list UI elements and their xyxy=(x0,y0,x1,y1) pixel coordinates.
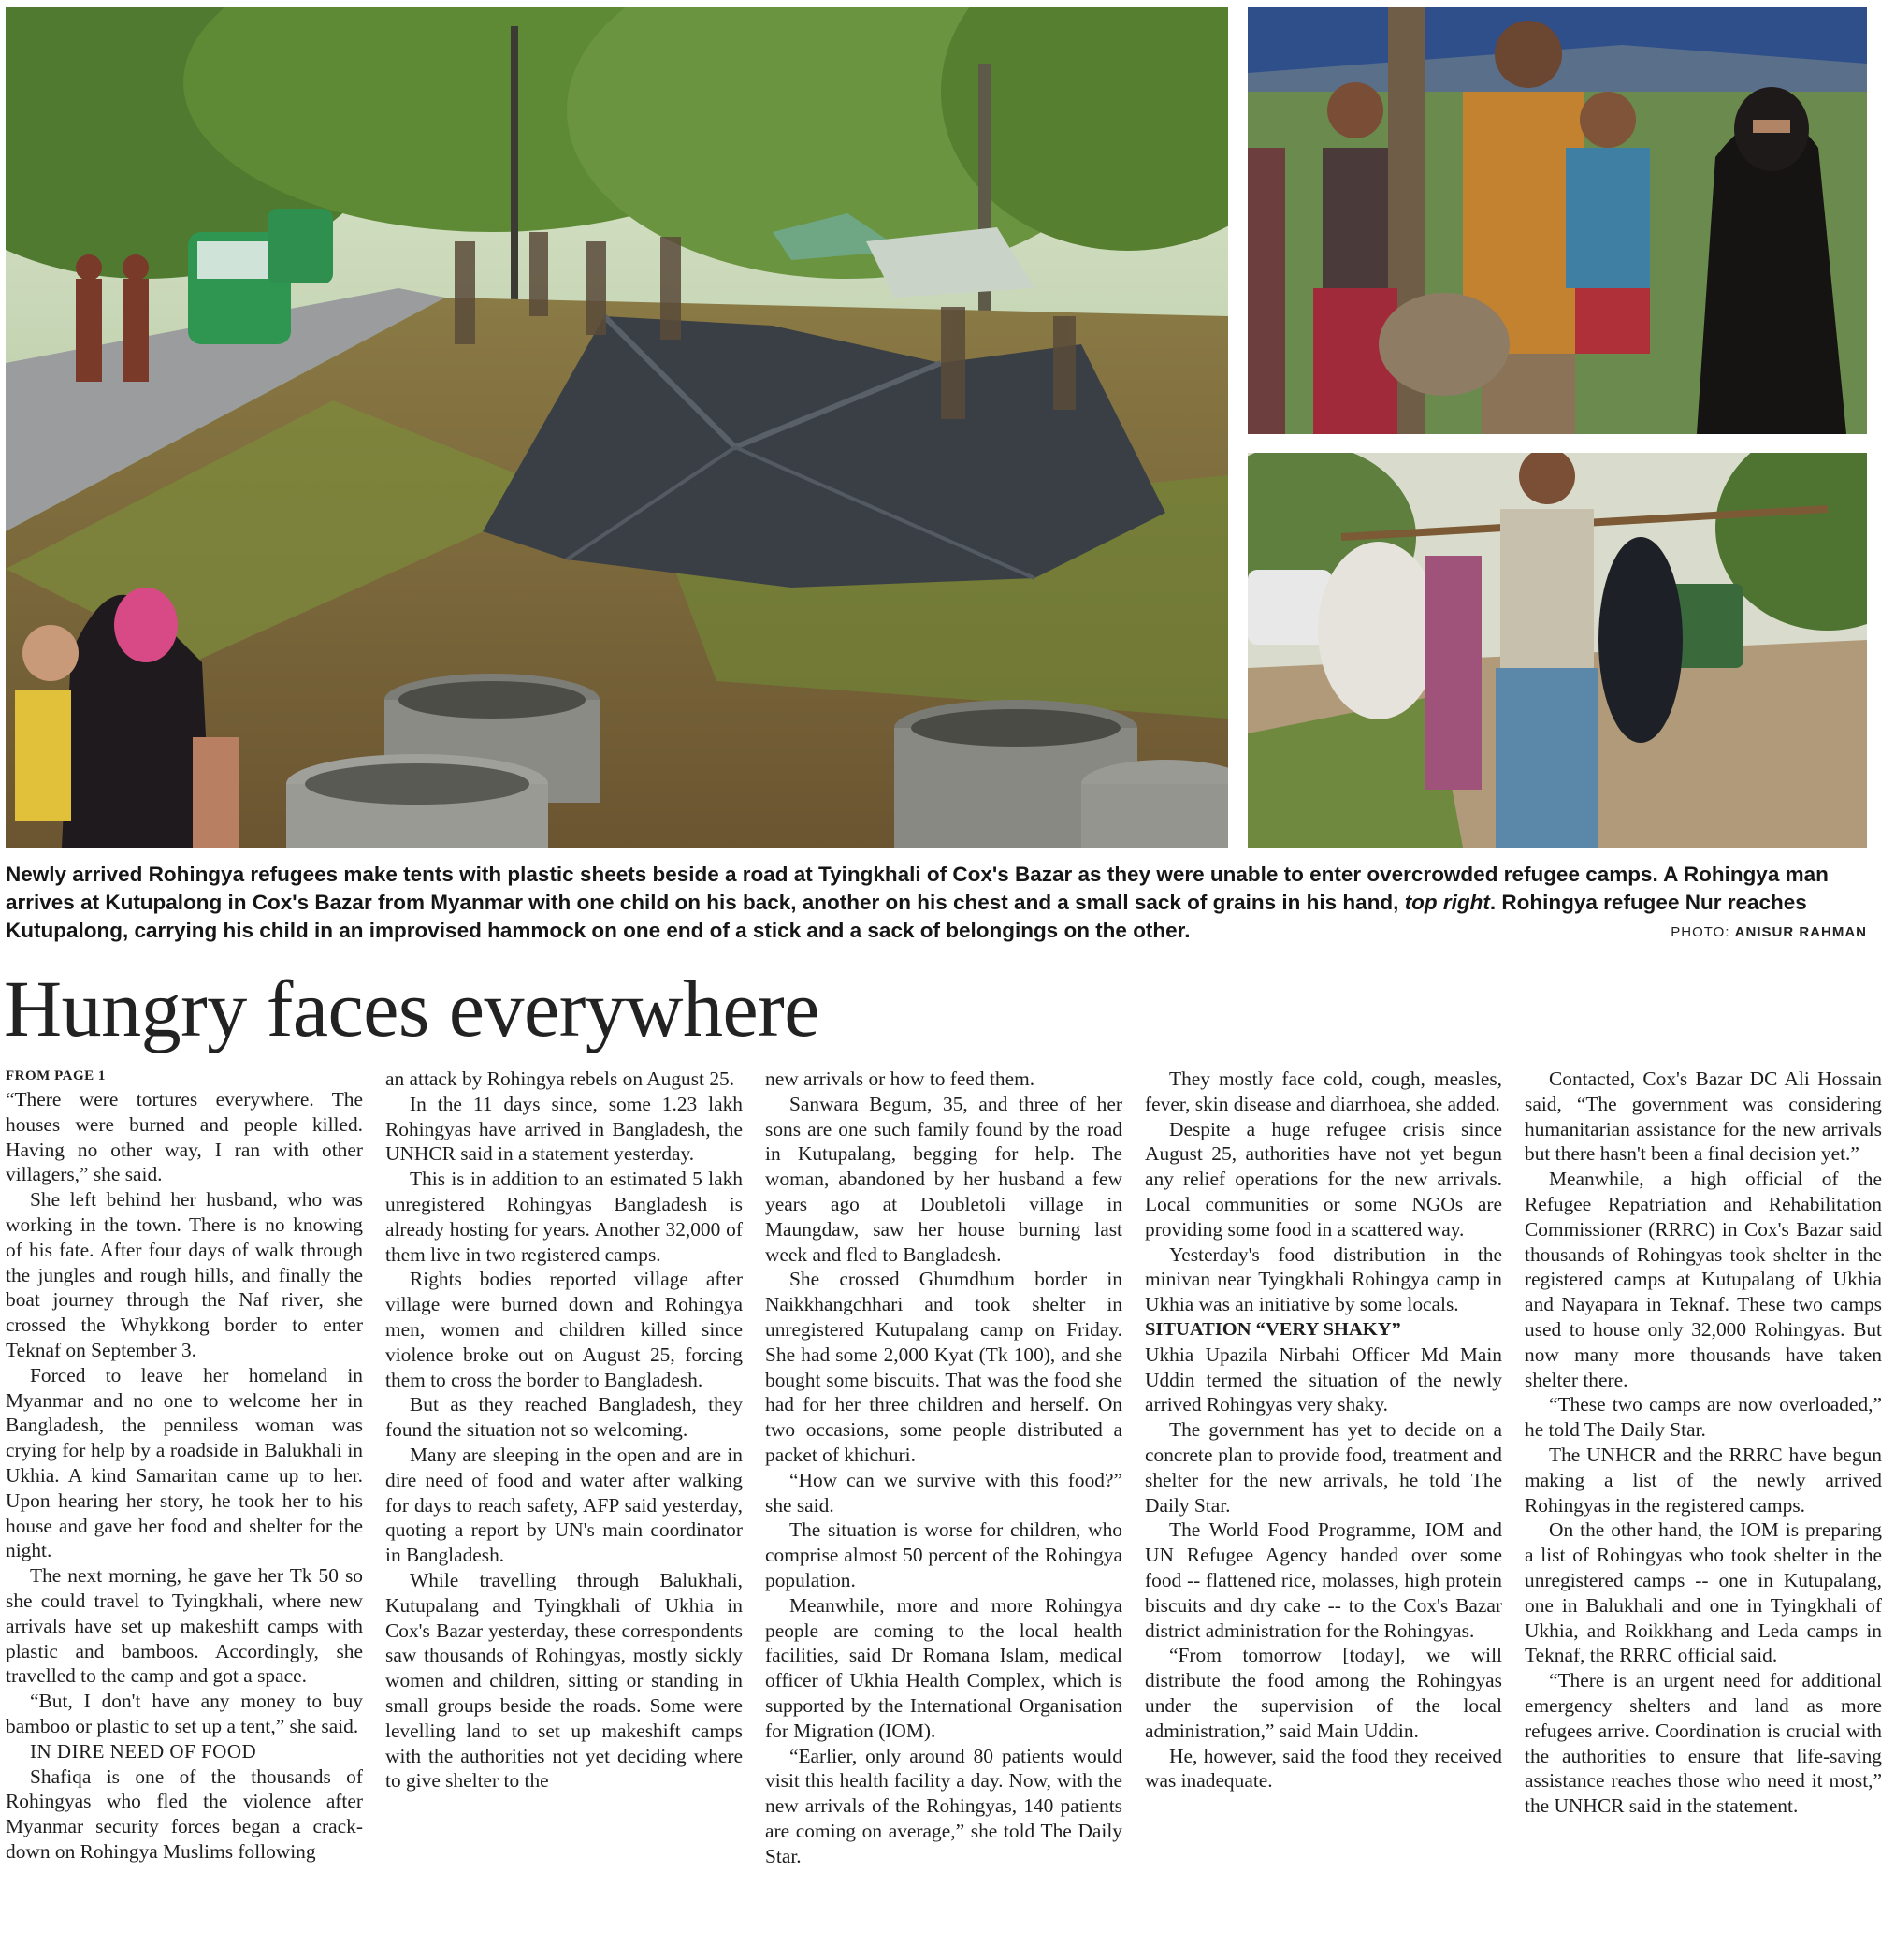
paragraph: She left behind her husband, who was working in the town. There is no knowing of his fate. After four days of walk through the jungles and rough hills, and finally the boat journey through the Naf river, she crossed the Whykkong border to enter Teknaf on September 3. xyxy=(6,1188,363,1361)
photo-refugee-tents-roadside xyxy=(6,7,1228,848)
paragraph: “There is an urgent need for additional emergency shelters and land as more refugees arrive. Coordination is crucial with the authorities to ensure that life-saving assistance reaches those who need it most,” the UNHCR said in the statement. xyxy=(1525,1669,1882,1818)
caption-text: Newly arrived Rohingya refugees make tents with plastic sheets beside a road at Tyingkhali of Cox's Bazar as they were unable to enter overcrowded refugee camps. A Rohingya man arrives at Kutupalong in Cox's Bazar from Myanmar with one child on his back, another on his chest and a small sack of grains in his hand, xyxy=(6,863,1829,914)
paragraph: “Earlier, only around 80 patients would visit this health facility a day. Now, with the new arrivals of the Rohingyas, 140 patients are coming on average,” she told The Daily Star. xyxy=(765,1744,1122,1867)
paragraph: The government has yet to decide on a concrete plan to provide food, treatment and shelter for the new arrivals, he told The Daily Star. xyxy=(1145,1418,1502,1517)
credit-name: ANISUR RAHMAN xyxy=(1734,924,1867,940)
article-column-1 xyxy=(6,1067,363,1865)
paragraph: The situation is worse for children, who comprise almost 50 percent of the Rohingya population. xyxy=(765,1518,1122,1591)
paragraph: “How can we survive with this food?” she said. xyxy=(765,1468,1122,1517)
paragraph: He, however, said the food they received was inadequate. xyxy=(1145,1744,1502,1793)
caption-italic-text: top right xyxy=(1404,891,1490,914)
paragraph: Rights bodies reported village after village were burned down and Rohingya men, women and children killed since violence broke out on August 25, forcing them to cross the border to Bangladesh. xyxy=(385,1268,743,1391)
paragraph: new arrivals or how to feed them. xyxy=(765,1067,1035,1090)
article-column-5 xyxy=(1525,1067,1882,1819)
paragraph: Contacted, Cox's Bazar DC Ali Hossain said, “The government was considering humanitarian assistance for the new arrivals but there hasn't been a final decision yet.” xyxy=(1525,1067,1882,1166)
paragraph: Meanwhile, more and more Rohingya people are coming to the local health facilities, said Dr Romana Islam, medical officer of Ukhia Health Complex, which is supported by the International Organisation for Migration (IOM). xyxy=(765,1593,1122,1742)
subheading: IN DIRE NEED OF FOOD xyxy=(30,1739,257,1763)
paragraph: Meanwhile, a high official of the Refugee Repatriation and Rehabilitation Commissioner (RRRC) in Cox's Bazar said thousands of Rohingyas took shelter in the registered camps at Kutupalang of Ukhia and Nayapara in Teknaf. These two camps used to house only 32,000 Rohingyas. But now many more thousands have taken shelter there. xyxy=(1525,1168,1882,1391)
paragraph: Despite a huge refugee crisis since August 25, authorities have not yet begun any relief operations for the new arrivals. Local communities or some NGOs are providing some food in a scattered way. xyxy=(1145,1117,1502,1241)
paragraph: “But, I don't have any money to buy bamboo or plastic to set up a tent,” she said. xyxy=(6,1690,363,1737)
caption-text-end: . Rohingya refugee Nur reaches Kutupalong, carrying his child in an improvised hammock on one end of a stick and a sack of belongings on the other. xyxy=(6,891,1807,942)
paragraph: Yesterday's food distribution in the minivan near Tyingkhali Rohingya camp in Ukhia was an initiative by some locals. xyxy=(1145,1242,1502,1316)
paragraph: On the other hand, the IOM is preparing a list of Rohingyas who took shelter in the unregistered camps -- one in Kutupalang, one in Balukhali and one in Tyingkhali of Ukhia, and Roikkhang and Leda camps in Teknaf, the RRRC official said. xyxy=(1525,1518,1882,1667)
paragraph: While travelling through Balukhali, Kutupalang and Tyingkhali of Ukhia in Cox's Bazar yesterday, these correspondents saw thousands of Rohingyas, mostly sickly women and children, sitting or standing in small groups beside the roads. Some were levelling land to set up makeshift camps with the authorities not yet deciding where to give shelter to the xyxy=(385,1568,743,1793)
paragraph: “These two camps are now overloaded,” he told The Daily Star. xyxy=(1525,1393,1882,1442)
paragraph: But as they reached Bangladesh, they found the situation not so welcoming. xyxy=(385,1393,743,1442)
photo-man-carrying-children xyxy=(1248,7,1867,434)
paragraph: They mostly face cold, cough, measles, fever, skin disease and diarrhoea, she added. xyxy=(1145,1067,1502,1115)
photo-caption xyxy=(6,861,1867,945)
paragraph: “There were tortures everywhere. The houses were burned and people killed. Having no other way, I ran with other villagers,” she said. xyxy=(6,1088,363,1186)
article-column-3 xyxy=(765,1067,1122,1869)
article-column-2 xyxy=(385,1067,743,1793)
paragraph: She crossed Ghumdhum border in Naikkhangchhari and took shelter in unregistered Kutupalang camp on Friday. She had some 2,000 Kyat (Tk 100), and she bought some biscuits. That was the food she had for her three children and herself. On two occasions, some people distributed a packet of khichuri. xyxy=(765,1268,1122,1466)
paragraph: Sanwara Begum, 35, and three of her sons are one such family found by the road in Kutupalang, begging for help. The woman, abandoned by her husband a few years ago at Doubletoli village in Maungdaw, saw her house burning last week and fled to Bangladesh. xyxy=(765,1092,1122,1266)
credit-label: PHOTO: xyxy=(1671,924,1735,940)
paragraph: In the 11 days since, some 1.23 lakh Rohingyas have arrived in Bangladesh, the UNHCR said in a statement yesterday. xyxy=(385,1092,743,1166)
paragraph: an attack by Rohingya rebels on August 25. xyxy=(385,1067,735,1090)
paragraph: Many are sleeping in the open and are in dire need of food and water after walking for days to reach safety, AFP said yesterday, quoting a report by UN's main coordinator in Bangladesh. xyxy=(385,1443,743,1567)
paragraph: The next morning, he gave her Tk 50 so she could travel to Tyingkhali, where new arrivals have set up makeshift camps with plastic and bamboos. Accordingly, she travelled to the camp and got a space. xyxy=(6,1564,363,1688)
paragraph: The UNHCR and the RRRC have begun making a list of the newly arrived Rohingyas in the registered camps. xyxy=(1525,1443,1882,1517)
subheading: SITUATION “VERY SHAKY” xyxy=(1145,1318,1401,1340)
photo-man-with-hammock-stick xyxy=(1248,453,1867,848)
kicker-from-page: FROM PAGE 1 xyxy=(6,1068,106,1083)
paragraph: The World Food Programme, IOM and UN Refugee Agency handed over some food -- flattened rice, molasses, high protein biscuits and dry cake -- to the Cox's Bazar district administration for the Rohingyas. xyxy=(1145,1518,1502,1642)
paragraph: “From tomorrow [today], we will distribute the food among the Rohingyas under the supervision of the local administration,” said Main Uddin. xyxy=(1145,1644,1502,1742)
paragraph: Forced to leave her homeland in Myanmar and no one to welcome her in Bangladesh, the penniless woman was crying for help by a roadside in Balukhali in Ukhia. A kind Samaritan came up to her. Upon hearing her story, he took her to his house and gave her food and shelter for the night. xyxy=(6,1363,363,1562)
article-column-4 xyxy=(1145,1067,1502,1793)
paragraph: Ukhia Upazila Nirbahi Officer Md Main Uddin termed the situation of the newly arrived Rohingyas very shaky. xyxy=(1145,1343,1502,1416)
paragraph: Shafiqa is one of the thousands of Rohingyas who fled the violence after Myanmar security forces began a crackdown on Rohingya Muslims following xyxy=(6,1764,363,1863)
photo-credit xyxy=(1671,924,1867,940)
headline: Hungry faces everywhere xyxy=(4,964,819,1053)
paragraph: This is in addition to an estimated 5 lakh unregistered Rohingyas Bangladesh is already hosting for years. Another 32,000 of them live in two registered camps. xyxy=(385,1168,743,1266)
